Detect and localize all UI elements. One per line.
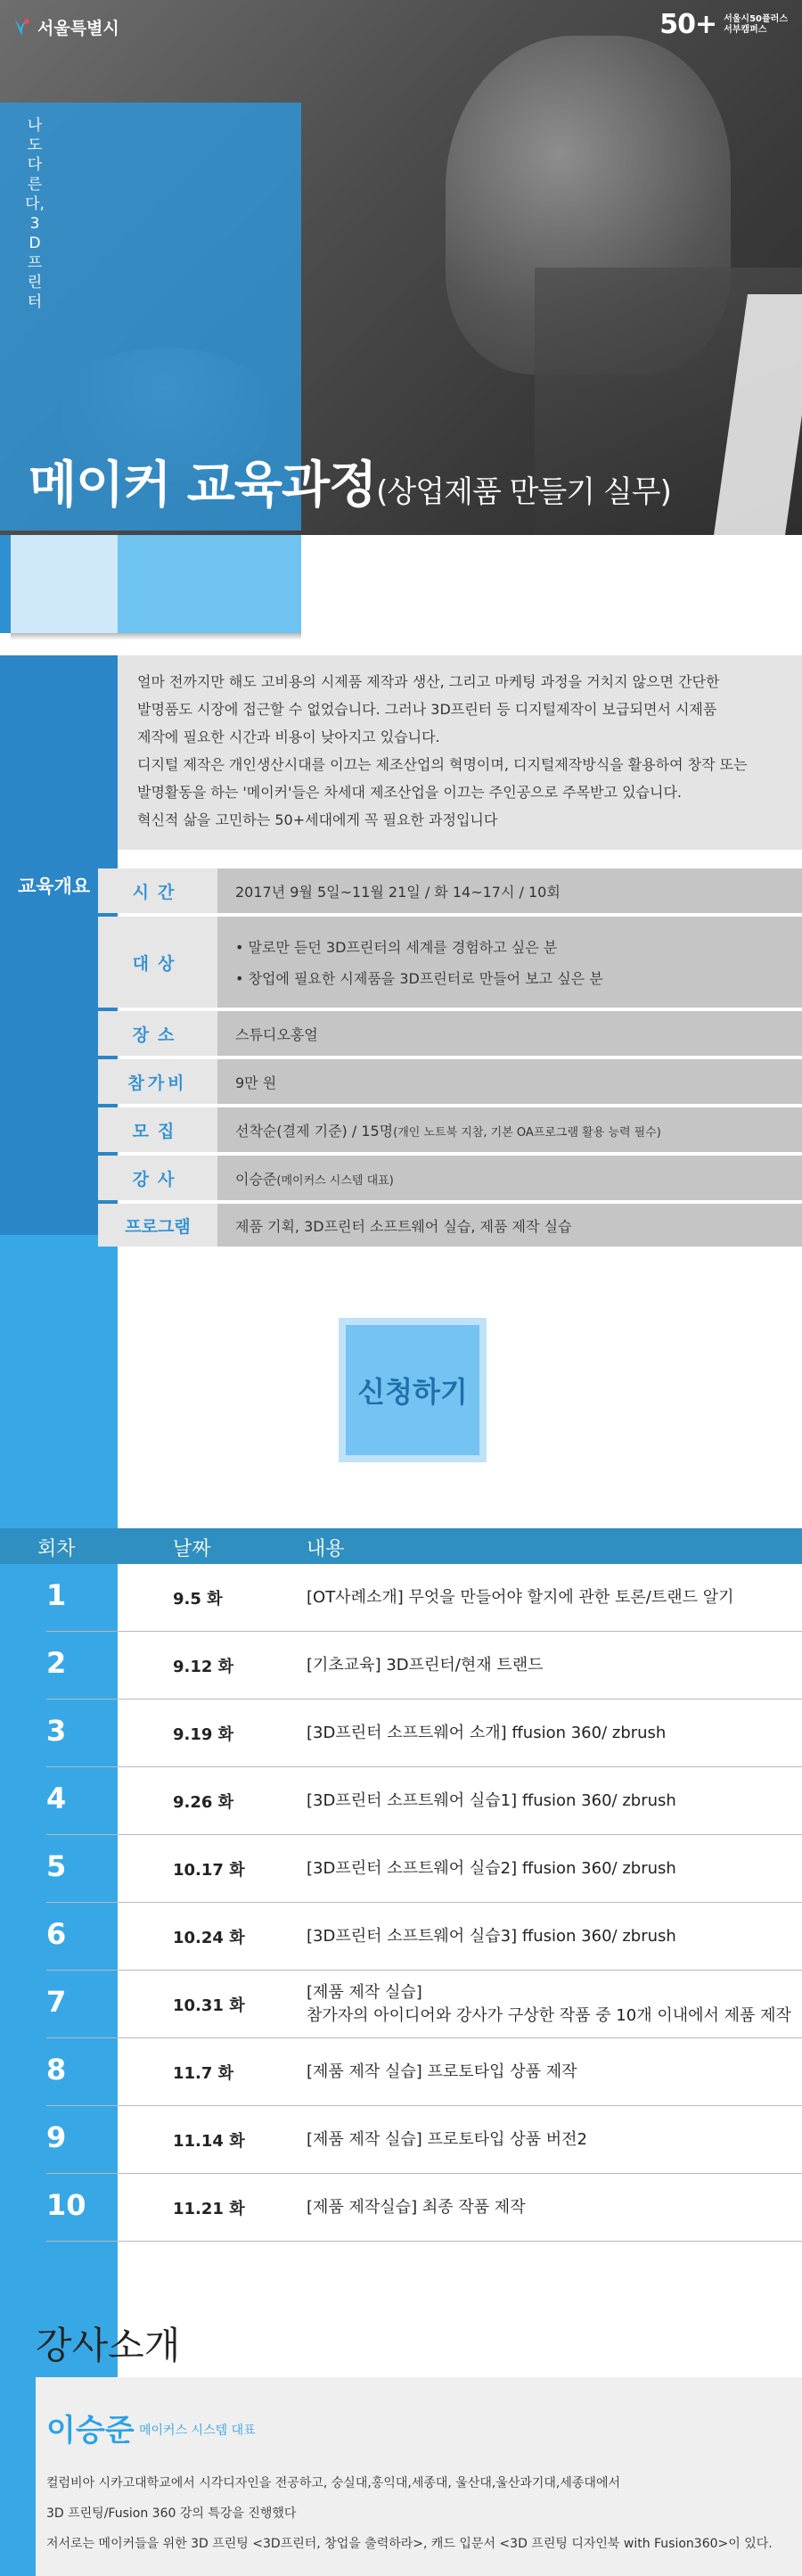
instructor-name: 이승준 [46, 2413, 135, 2448]
overview-value-note: (메이커스 시스템 대표) [276, 1173, 394, 1188]
seoul-logo-text: 서울특별시 [37, 18, 119, 38]
decor-block-light [11, 535, 118, 633]
overview-key: 강사 [98, 1156, 217, 1200]
hero-banner [0, 0, 802, 535]
schedule-date: 11.14 화 [173, 2132, 245, 2151]
schedule-row [0, 1971, 802, 2038]
campus-logo-line2: 서부캠퍼스 [724, 24, 767, 35]
schedule-round: 10 [46, 2188, 86, 2222]
overview-key: 시간 [98, 868, 217, 913]
overview-row-fee [98, 1059, 802, 1104]
schedule-header-date: 날짜 [173, 1538, 211, 1560]
schedule-round: 8 [46, 2053, 67, 2086]
overview-list-item: • 말로만 듣던 3D프린터의 세계를 경험하고 싶은 분 [235, 939, 558, 956]
schedule-row [0, 1767, 802, 1835]
overview-value-note: (개인 노트북 지참, 기본 OA프로그램 활용 능력 필수) [393, 1125, 661, 1140]
overview-row-instructor [98, 1156, 802, 1200]
schedule-content-text: [제품 제작 실습] 프로토타입 상품 버전2 [307, 2130, 587, 2149]
schedule-round: 2 [46, 1646, 67, 1680]
overview-value [217, 1107, 802, 1152]
schedule-content [307, 2038, 577, 2106]
overview-row-recruit [98, 1107, 802, 1152]
schedule-row [0, 2038, 802, 2106]
schedule-row [0, 1700, 802, 1767]
overview-label: 교육개요 [18, 876, 91, 897]
schedule-round: 7 [46, 1985, 67, 2019]
campus-logo-line1: 서울시50플러스 [724, 13, 788, 24]
schedule-round: 5 [46, 1849, 67, 1883]
overview-key: 프로그램 [98, 1204, 217, 1247]
overview-value-text: 9만 원 [235, 1074, 277, 1091]
schedule-date: 10.31 화 [173, 1996, 245, 2015]
schedule-header [0, 1528, 802, 1564]
overview-value-text [235, 1120, 802, 1140]
overview-row-program [98, 1204, 802, 1247]
schedule-round: 9 [46, 2120, 67, 2154]
seoul-logo-icon [12, 16, 32, 37]
campus-logo-text [724, 14, 788, 36]
schedule-date: 11.21 화 [173, 2200, 245, 2218]
schedule-content-text: [제품 제작실습] 최종 작품 제작 [307, 2198, 526, 2217]
schedule-date: 9.26 화 [173, 1793, 234, 1812]
schedule-content [307, 1632, 544, 1700]
overview-value [217, 1011, 802, 1056]
seoul-logo[interactable] [12, 14, 119, 39]
schedule-content [307, 2174, 526, 2242]
schedule-content-text: [3D프린터 소프트웨어 실습1] ffusion 360/ zbrush [307, 1791, 676, 1810]
schedule-content [307, 1971, 791, 2038]
overview-key: 장소 [98, 1011, 217, 1056]
hero-title [29, 446, 671, 517]
instructor-bio-line: 저서로는 메이커들을 위한 3D 프린팅 <3D프린터, 창업을 출력하라>, 캐드 입문서 <3D 프린팅 디자인북 with Fusion360>이 있다. [46, 2537, 773, 2551]
intro-box [118, 655, 802, 850]
overview-row-time [98, 868, 802, 913]
schedule-round: 3 [46, 1714, 67, 1748]
overview-key: 대상 [98, 917, 217, 1008]
schedule-content-text: [기초교육] 3D프린터/현재 트랜드 [307, 1656, 544, 1675]
schedule-content [307, 2106, 587, 2174]
schedule-date: 11.7 화 [173, 2064, 234, 2083]
schedule-date: 10.24 화 [173, 1929, 245, 1947]
schedule-date: 9.12 화 [173, 1658, 234, 1676]
schedule-content-text: [OT사례소개] 무엇을 만들어야 할지에 관한 토론/트랜드 알기 [307, 1588, 734, 1607]
schedule-divider [46, 2241, 802, 2242]
overview-value-text: 2017년 9월 5일~11월 21일 / 화 14~17시 / 10회 [235, 883, 561, 901]
overview-value-text: 제품 기획, 3D프린터 소프트웨어 실습, 제품 제작 실습 [235, 1217, 572, 1235]
schedule-row [0, 1835, 802, 1903]
intro-line: 혁신적 삶을 고민하는 50+세대에게 꼭 필요한 과정입니다 [137, 811, 498, 828]
instructor-bio-line: 3D 프린팅/Fusion 360 강의 특강을 진행했다 [46, 2506, 297, 2521]
intro-line: 얼마 전까지만 해도 고비용의 시제품 제작과 생산, 그리고 마케팅 과정을 거치지 않으면 간단한 [137, 673, 720, 690]
schedule-round: 4 [46, 1782, 67, 1815]
overview-key: 모집 [98, 1107, 217, 1152]
schedule-date: 10.17 화 [173, 1861, 245, 1880]
intro-line: 발명품도 시장에 접근할 수 없었습니다. 그러나 3D프린터 등 디지털제작이 보급되면서 시제품 [137, 701, 717, 718]
intro-text [118, 655, 802, 834]
schedule-date: 9.5 화 [173, 1590, 223, 1609]
schedule-row [0, 2174, 802, 2242]
schedule-content-text: [제품 제작 실습] [307, 1983, 422, 2002]
schedule-row [0, 1903, 802, 1971]
instructor-role: 메이커스 시스템 대표 [139, 2424, 256, 2438]
decor-block-mid [118, 535, 301, 633]
schedule-content-text: [3D프린터 소프트웨어 소개] ffusion 360/ zbrush [307, 1724, 667, 1742]
instructor-bio-line: 컬럼비아 시카고대학교에서 시각디자인을 전공하고, 숭실대,홍익대,세종대, 울산대,울산과기대,세종대에서 [46, 2476, 621, 2490]
hero-vertical-text: 나도 다른다, 3D프린터 [25, 117, 45, 311]
schedule-content [307, 1835, 676, 1903]
schedule-row [0, 2106, 802, 2174]
decor-block-shadow [11, 633, 301, 640]
overview-key: 참가비 [98, 1059, 217, 1104]
campus-logo-number: 50+ [659, 9, 717, 40]
schedule-header-round: 회차 [37, 1538, 76, 1560]
apply-button[interactable]: 신청하기 [346, 1325, 479, 1455]
overview-value [217, 1156, 802, 1200]
instructor-section-title: 강사소개 [36, 2324, 181, 2367]
overview-value [217, 917, 802, 1008]
intro-line: 디지털 제작은 개인생산시대를 이끄는 제조산업의 혁명이며, 디지털제작방식을 활용하여 창작 또는 [137, 756, 748, 773]
overview-value [217, 1204, 802, 1247]
overview-list-item: • 창업에 필요한 시제품을 3D프린터로 만들어 보고 싶은 분 [235, 970, 603, 987]
hero-title-sub: (상업제품 만들기 실무) [376, 474, 671, 510]
schedule-round: 1 [46, 1578, 67, 1612]
schedule-content [307, 1564, 734, 1632]
intro-line: 발명활동을 하는 '메이커'들은 차세대 제조산업을 이끄는 주인공으로 주목받고 있습니다. [137, 784, 682, 801]
schedule-content [307, 1700, 666, 1767]
hero-title-main: 메이커 교육과정 [29, 457, 377, 514]
schedule-content [307, 1767, 676, 1835]
campus-logo[interactable] [659, 9, 788, 40]
overview-row-target [98, 917, 802, 1008]
schedule-date: 9.19 화 [173, 1725, 234, 1744]
schedule-round: 6 [46, 1917, 67, 1951]
schedule-content-text: [3D프린터 소프트웨어 실습3] ffusion 360/ zbrush [307, 1927, 676, 1946]
schedule-row [0, 1632, 802, 1700]
schedule-content [307, 1903, 676, 1971]
overview-value [217, 1059, 802, 1104]
intro-line: 제작에 필요한 시간과 비용이 낮아지고 있습니다. [137, 728, 440, 745]
overview-value-main: 이승준 [235, 1170, 277, 1188]
overview-value-text: 스튜디오홍얼 [235, 1025, 318, 1043]
schedule-row [0, 1564, 802, 1632]
schedule-header-content: 내용 [307, 1538, 345, 1560]
overview-value-main: 선착순(결제 기준) / 15명 [235, 1122, 394, 1140]
overview-value [217, 868, 802, 913]
overview-value-text [235, 1168, 802, 1189]
schedule-content-text: [제품 제작 실습] 프로토타입 상품 제작 [307, 2062, 577, 2081]
schedule-content-text: [3D프린터 소프트웨어 실습2] ffusion 360/ zbrush [307, 1859, 676, 1878]
overview-row-place [98, 1011, 802, 1056]
schedule-content-text: 참가자의 아이디어와 강사가 구상한 작품 중 10개 이내에서 제품 제작 [307, 2006, 791, 2025]
